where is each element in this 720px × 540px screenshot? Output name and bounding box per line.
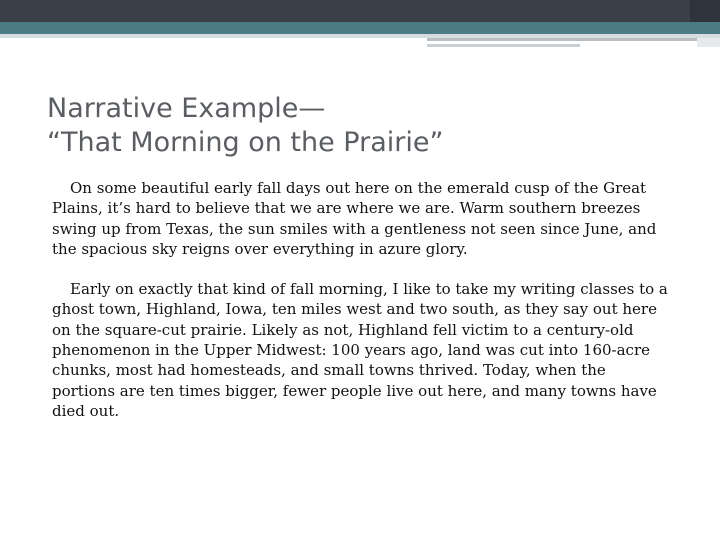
paragraph-1: On some beautiful early fall days out here on the emerald cusp of the Great Plains, it’s hard to believe that we are where we are. Warm southern breezes swing up from Texas, the sun smiles with a gentleness not seen since June, and the spacious sky reigns over everything in azure glory. [52, 179, 657, 258]
slide-body [52, 178, 672, 421]
decorative-line [427, 38, 697, 41]
slide-title [47, 92, 687, 160]
header-bar [0, 0, 720, 22]
slide-title-line-1: Narrative Example— [47, 93, 326, 124]
decorative-block [697, 38, 720, 47]
slide-title-line-2: “That Morning on the Prairie” [47, 127, 444, 158]
paragraph-2: Early on exactly that kind of fall morning, I like to take my writing classes to a ghost town, Highland, Iowa, ten miles west and two south, as they say out here on the square-cut prairie. Likely as not, Highland fell victim to a century-old phenomenon in the Upper Midwest: 100 years ago, land was cut into 160-acre chunks, most had homesteads, and small towns thrived. Today, when the portions are ten times bigger, fewer people live out here, and many towns have died out. [52, 280, 668, 420]
decorative-line [427, 44, 580, 47]
header-bar-corner [690, 0, 720, 22]
header-accent-bar [0, 22, 720, 34]
